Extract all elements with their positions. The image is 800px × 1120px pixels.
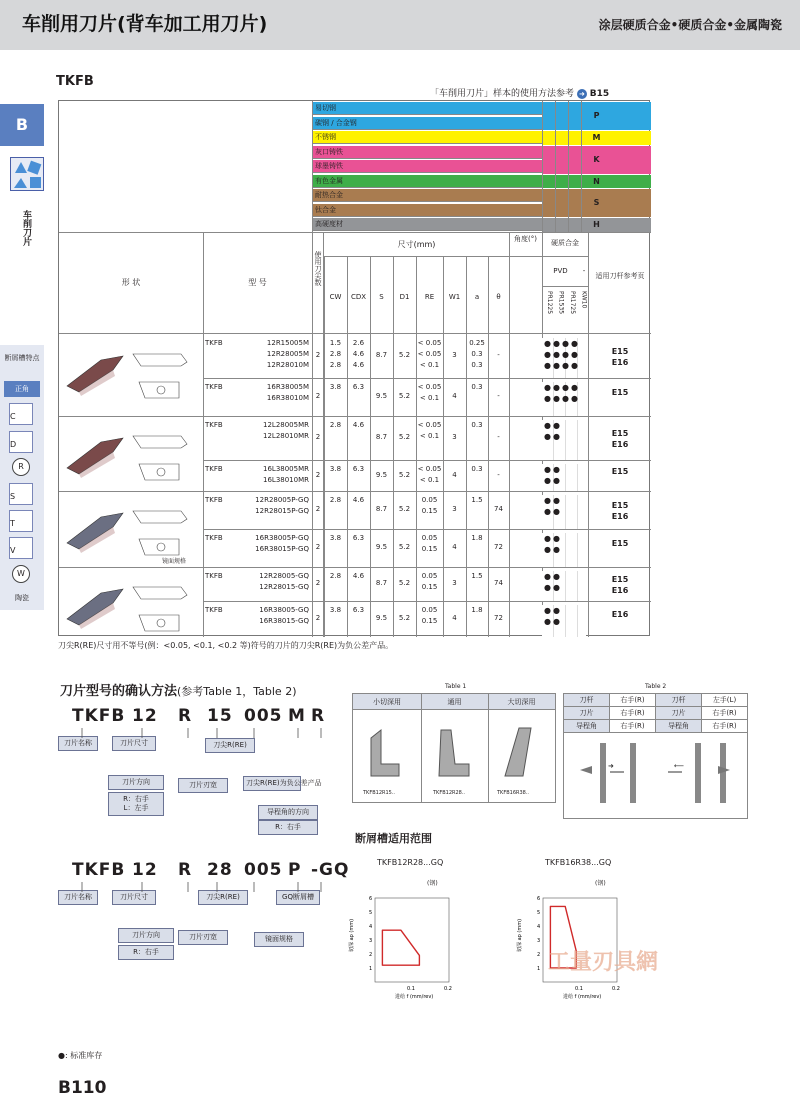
- row-a: 0.3: [471, 421, 483, 429]
- grade-kw10: KW10: [580, 291, 588, 309]
- table2-cell: 刀杆: [564, 694, 610, 707]
- row-models: 12L28005MR 12L28010MR: [263, 421, 309, 440]
- y-tick: 5: [369, 910, 373, 916]
- row-theta: 72: [494, 543, 503, 551]
- decode-box: 刀片方向: [108, 775, 164, 790]
- code-part: 005: [244, 706, 283, 726]
- material-row: 易切钢: [312, 102, 542, 115]
- row-cdx: 6.3: [352, 465, 365, 473]
- y-tick: 2: [369, 952, 373, 958]
- decode-box: 刀片名称: [58, 736, 98, 751]
- header-holder: 适用刀杆参考页: [595, 272, 645, 280]
- nav-ceramic[interactable]: 陶瓷: [15, 594, 29, 602]
- table2-title: Table 2: [645, 683, 667, 690]
- col-w1: W1: [448, 293, 461, 301]
- row-prefix: TKFB: [205, 383, 223, 391]
- table2-cell: 刀片: [564, 707, 610, 720]
- row-a: 0.3: [471, 465, 483, 473]
- row-corners: 2: [315, 392, 321, 400]
- row-re: 0.05 0.15: [421, 496, 438, 515]
- decode-box: GQ断屑槽: [276, 890, 320, 905]
- watermark: 工量刃具網: [548, 950, 659, 975]
- row-d1: 5.2: [398, 579, 411, 587]
- col-d1: D1: [399, 293, 410, 301]
- row-s: 9.5: [375, 392, 388, 400]
- y-tick: 4: [537, 924, 541, 930]
- y-tick: 3: [369, 938, 373, 944]
- row-stock-dots: ●● ●●: [542, 605, 586, 637]
- decode-box: R：右手: [118, 945, 174, 960]
- material-row: 钛合金: [312, 204, 542, 217]
- sidebar-label: 车削刀片: [21, 210, 31, 246]
- group-h: H: [542, 218, 651, 232]
- row-holder-ref: E15: [611, 388, 629, 397]
- row-w1: 3: [452, 351, 457, 359]
- sidebar-nav: [0, 345, 44, 610]
- reference-note: 「车削用刀片」样本的使用方法参考 ➜ B15: [430, 89, 610, 99]
- row-prefix: TKFB: [205, 572, 223, 580]
- row-stock-dots: ●●●● ●●●● ●●●●: [542, 338, 586, 378]
- row-d1: 5.2: [398, 614, 411, 622]
- row-re: 0.05 0.15: [421, 606, 438, 625]
- row-prefix: TKFB: [205, 606, 223, 614]
- chart-title: TKFB12R28...GQ: [377, 858, 444, 867]
- header-grade: 硬质合金: [551, 239, 579, 247]
- row-cw: 2.8: [329, 421, 342, 429]
- row-d1: 5.2: [398, 543, 411, 551]
- page-title: 车削用刀片(背车加工用刀片): [22, 13, 268, 35]
- material-row: 灰口铸铁: [312, 146, 542, 159]
- x-tick: 0.1: [575, 986, 583, 992]
- nav-positive[interactable]: 正角: [4, 381, 40, 397]
- material-row: 高硬度材: [312, 218, 542, 231]
- row-stock-dots: ●● ●●: [542, 420, 586, 460]
- row-s: 8.7: [375, 505, 388, 513]
- row-s: 9.5: [375, 470, 388, 479]
- decode-box: 刀片名称: [58, 890, 98, 905]
- header-corners: 使用刀尖数: [314, 251, 322, 286]
- code-part: R: [178, 860, 193, 880]
- row-models: 16R38005P-GQ 16R38015P-GQ: [255, 534, 309, 553]
- insert-image: [61, 569, 201, 635]
- row-cdx: 4.6: [352, 421, 365, 429]
- grade-pr1535: PR1535: [557, 291, 565, 315]
- row-theta: 74: [494, 579, 503, 587]
- row-theta: 72: [494, 614, 503, 622]
- y-axis-label: 切深 ap (mm): [349, 918, 355, 952]
- tolerance-note: 刀尖R(RE)尺寸用不等号(例：<0.05, <0.1, <0.2 等)符号的刀片的刀尖R(RE)为负公差产品。: [58, 641, 394, 650]
- y-tick: 1: [369, 966, 373, 972]
- row-corners: 2: [315, 505, 321, 513]
- row-prefix: TKFB: [205, 465, 223, 473]
- row-theta: 74: [494, 505, 503, 513]
- section-tab[interactable]: B: [0, 104, 44, 146]
- row-a: 1.8: [471, 606, 483, 614]
- decode-box: 刀片方向: [118, 928, 174, 943]
- decode-box: 导程角的方向: [258, 805, 318, 820]
- col-cdx: CDX: [350, 293, 367, 301]
- row-corners: 2: [315, 579, 321, 587]
- row-d1: 5.2: [398, 351, 411, 359]
- table2-cell: 右手(R): [702, 720, 748, 733]
- nav-c[interactable]: C: [9, 403, 33, 425]
- row-w1: 4: [452, 470, 457, 479]
- row-holder-ref: E15 E16: [611, 501, 629, 521]
- row-d1: 5.2: [398, 433, 411, 441]
- row-corners: 2: [315, 470, 321, 479]
- x-axis-label: 进给 f (mm/rev): [395, 994, 434, 1000]
- row-holder-ref: E15 E16: [611, 575, 629, 595]
- code-part: 005: [244, 860, 283, 880]
- row-cw: 3.8: [329, 465, 342, 473]
- chart-unit: (钢): [595, 880, 606, 887]
- y-tick: 6: [369, 896, 373, 902]
- row-models: 12R28005-GQ 12R28015-GQ: [259, 572, 309, 591]
- row-models: 16R38005M 16R38010M: [266, 383, 309, 402]
- row-a: 0.25 0.3 0.3: [469, 339, 485, 369]
- row-stock-dots: ●● ●●: [542, 495, 586, 529]
- row-re: < 0.05 < 0.1: [417, 465, 442, 484]
- x-axis-label: 进给 f (mm/rev): [563, 994, 602, 1000]
- row-a: 1.5: [471, 496, 483, 504]
- table1-title: Table 1: [445, 683, 467, 690]
- row-stock-dots: ●● ●●: [542, 571, 586, 601]
- row-theta: -: [497, 470, 500, 479]
- y-tick: 3: [537, 938, 541, 944]
- row-cw: 3.8: [329, 606, 342, 614]
- code-part: 28: [207, 860, 233, 880]
- row-theta: -: [497, 433, 500, 441]
- row-stock-dots: ●● ●●: [542, 533, 586, 567]
- code-part: -GQ: [311, 860, 350, 880]
- row-w1: 3: [452, 433, 457, 441]
- row-models: 16R38005-GQ 16R38015-GQ: [259, 606, 309, 625]
- table2-cell: 右手(R): [610, 720, 656, 733]
- row-stock-dots: ●● ●●: [542, 464, 586, 491]
- code-part: R: [311, 706, 326, 726]
- group-m: M: [542, 131, 651, 145]
- y-tick: 1: [537, 966, 541, 972]
- svg-text:➜: ➜: [608, 762, 614, 770]
- material-row: 球墨铸铁: [312, 160, 542, 173]
- nav-t[interactable]: T: [9, 510, 33, 532]
- spec-table: [58, 100, 650, 636]
- grade-pr1225: PR1225: [546, 291, 553, 315]
- row-cw: 2.8: [329, 572, 342, 580]
- row-cw: 3.8: [329, 534, 342, 542]
- material-row: 碳钢 / 合金钢: [312, 117, 542, 130]
- insert-image: [61, 493, 201, 565]
- table2-cell: 左手(L): [702, 694, 748, 707]
- grade-pr1725: PR1725: [569, 291, 576, 315]
- row-a: 1.5: [471, 572, 483, 580]
- group-p: P: [542, 102, 651, 130]
- header-dash: -: [582, 267, 586, 275]
- header-angle: 角度(°): [514, 235, 537, 243]
- chipbreaker-chart: [345, 882, 455, 1022]
- row-stock-dots: ●●●● ●●●●: [542, 382, 586, 416]
- decode-box: R：右手 L：左手: [108, 792, 164, 816]
- header-shape: 形 状: [121, 278, 141, 287]
- row-w1: 3: [452, 505, 457, 513]
- row-cdx: 6.3: [352, 534, 365, 542]
- row-re: < 0.05 < 0.1: [417, 421, 442, 440]
- nav-d[interactable]: D: [9, 431, 33, 453]
- decode-box: 刀片尺寸: [112, 736, 156, 751]
- row-corners: 2: [315, 543, 321, 551]
- row-re: < 0.05 < 0.05 < 0.1: [417, 339, 442, 369]
- decode-box: 刀尖R(RE): [198, 890, 248, 905]
- decode-box: 刀片刃宽: [178, 930, 228, 945]
- table2-cell: 刀片: [656, 707, 702, 720]
- table1: 小切深用 通用 大切深用 TKFB12R15.. TKFB12R28.. TKFB16R38..: [352, 693, 556, 803]
- row-holder-ref: E15: [611, 466, 629, 476]
- row-prefix: TKFB: [205, 421, 223, 429]
- row-s: 9.5: [375, 543, 388, 551]
- section-chipbreaker-range: 断屑槽适用范围: [355, 832, 432, 845]
- mirror-label: 镜面规格: [161, 558, 186, 565]
- row-a: 0.3: [471, 383, 483, 391]
- decode-connectors: [56, 728, 386, 848]
- row-d1: 5.2: [398, 470, 411, 479]
- row-re: 0.05 0.15: [421, 534, 438, 553]
- nav-s[interactable]: S: [9, 483, 33, 505]
- code-part: 15: [207, 706, 233, 726]
- table2-cell: 刀杆: [656, 694, 702, 707]
- code-part: TKFB: [72, 706, 126, 726]
- nav-v[interactable]: V: [9, 537, 33, 559]
- insert-image: [61, 418, 201, 489]
- page-number: B110: [58, 1078, 107, 1098]
- row-holder-ref: E16: [611, 610, 629, 619]
- arrow-right-icon: ➜: [577, 89, 587, 99]
- col-a: a: [474, 293, 480, 301]
- row-cdx: 6.3: [352, 606, 365, 614]
- code-part: M: [288, 706, 306, 726]
- header-pvd: PVD: [553, 267, 568, 275]
- row-cdx: 2.6 4.6 4.6: [352, 339, 365, 369]
- nav-w[interactable]: W: [12, 565, 30, 583]
- code-part: 12: [132, 706, 158, 726]
- y-axis-label: 切深 ap (mm): [517, 918, 523, 952]
- x-tick: 0.1: [407, 986, 415, 992]
- nav-chipbreaker[interactable]: 断屑槽特点: [4, 354, 40, 362]
- row-cw: 3.8: [329, 383, 342, 391]
- row-prefix: TKFB: [205, 534, 223, 542]
- row-s: 8.7: [375, 579, 388, 587]
- code-part: R: [178, 706, 193, 726]
- table2-diagram: [570, 738, 740, 816]
- table2-cell: 右手(R): [610, 694, 656, 707]
- row-cdx: 4.6: [352, 496, 365, 504]
- row-corners: 2: [315, 351, 321, 359]
- row-holder-ref: E15: [611, 539, 629, 548]
- header-dims: 尺寸(mm): [397, 240, 436, 249]
- decode-box: 刀尖R(RE): [205, 738, 255, 753]
- table1-profiles: [359, 716, 549, 786]
- insert-shapes-icon: [10, 157, 44, 191]
- row-cw: 1.5 2.8 2.8: [329, 339, 342, 369]
- code-part: P: [288, 860, 302, 880]
- nav-r[interactable]: R: [12, 458, 30, 476]
- x-tick: 0.2: [444, 986, 452, 992]
- section-decode-title: 刀片型号的确认方法(参考Table 1，Table 2): [60, 684, 297, 699]
- table1-col-small: 小切深用: [373, 698, 401, 706]
- group-s: S: [542, 189, 651, 217]
- row-theta: -: [497, 392, 500, 400]
- decode-box: 刀尖R(RE)为负公差产品: [243, 776, 301, 791]
- header-model: 型 号: [248, 278, 267, 287]
- row-w1: 4: [452, 392, 457, 400]
- insert-image: [61, 336, 201, 414]
- y-tick: 6: [537, 896, 541, 902]
- row-re: 0.05 0.15: [421, 572, 438, 591]
- row-corners: 2: [315, 614, 321, 622]
- svg-text:⟵: ⟵: [674, 762, 685, 770]
- code-part: 12: [132, 860, 158, 880]
- row-w1: 4: [452, 614, 457, 622]
- col-re: RE: [424, 293, 435, 301]
- decode-connectors: [56, 882, 386, 1002]
- table2-cell: 右手(R): [610, 707, 656, 720]
- y-tick: 5: [537, 910, 541, 916]
- row-corners: 2: [315, 433, 321, 441]
- table2-cell: 右手(R): [702, 707, 748, 720]
- row-s: 8.7: [375, 351, 388, 359]
- row-models: 12R28005P-GQ 12R28015P-GQ: [255, 496, 309, 515]
- chart-unit: (钢): [427, 880, 438, 887]
- row-prefix: TKFB: [205, 339, 223, 347]
- group-k: K: [542, 146, 651, 174]
- row-holder-ref: E15 E16: [611, 429, 629, 449]
- row-models: 12R15005M 12R28005M 12R28010M: [266, 339, 309, 369]
- code-part: TKFB: [72, 860, 126, 880]
- table2-cell: 导程角: [564, 720, 610, 733]
- row-d1: 5.2: [398, 392, 411, 400]
- table1-col-large: 大切深用: [507, 698, 536, 706]
- col-s: S: [379, 293, 384, 301]
- row-cdx: 4.6: [352, 572, 365, 580]
- decode-box: R：右手: [258, 820, 318, 835]
- row-w1: 3: [452, 579, 457, 587]
- row-s: 8.7: [375, 433, 388, 441]
- col-cw: CW: [329, 293, 342, 301]
- table1-col-general: 通用: [447, 698, 462, 706]
- row-d1: 5.2: [398, 505, 411, 513]
- page-subtitle: 涂层硬质合金•硬质合金•金属陶瓷: [598, 18, 782, 32]
- row-models: 16L38005MR 16L38010MR: [263, 465, 309, 484]
- stock-footnote: ●: 标准库存: [58, 1051, 103, 1060]
- group-n: N: [542, 175, 651, 189]
- row-s: 9.5: [375, 614, 388, 622]
- table2-cell: 导程角: [656, 720, 702, 733]
- decode-box: 刀片刃宽: [178, 778, 228, 793]
- row-holder-ref: E15 E16: [611, 347, 629, 367]
- y-tick: 4: [369, 924, 373, 930]
- y-tick: 2: [537, 952, 541, 958]
- material-row: 耐热合金: [312, 189, 542, 202]
- series-name: TKFB: [56, 74, 94, 89]
- reference-page[interactable]: B15: [589, 89, 610, 99]
- decode-box: 刀片尺寸: [112, 890, 156, 905]
- decode-box: 镜面规格: [254, 932, 304, 947]
- x-tick: 0.2: [612, 986, 620, 992]
- material-row: 不锈钢: [312, 131, 542, 144]
- table2: [563, 693, 748, 819]
- row-prefix: TKFB: [205, 496, 223, 504]
- row-re: < 0.05 < 0.1: [417, 383, 442, 402]
- material-row: 有色金属: [312, 175, 542, 188]
- row-a: 1.8: [471, 534, 483, 542]
- row-cdx: 6.3: [352, 383, 365, 391]
- row-w1: 4: [452, 543, 457, 551]
- row-theta: -: [497, 351, 500, 359]
- row-cw: 2.8: [329, 496, 342, 504]
- chart-title: TKFB16R38...GQ: [545, 858, 612, 867]
- col-θ: θ: [496, 293, 501, 301]
